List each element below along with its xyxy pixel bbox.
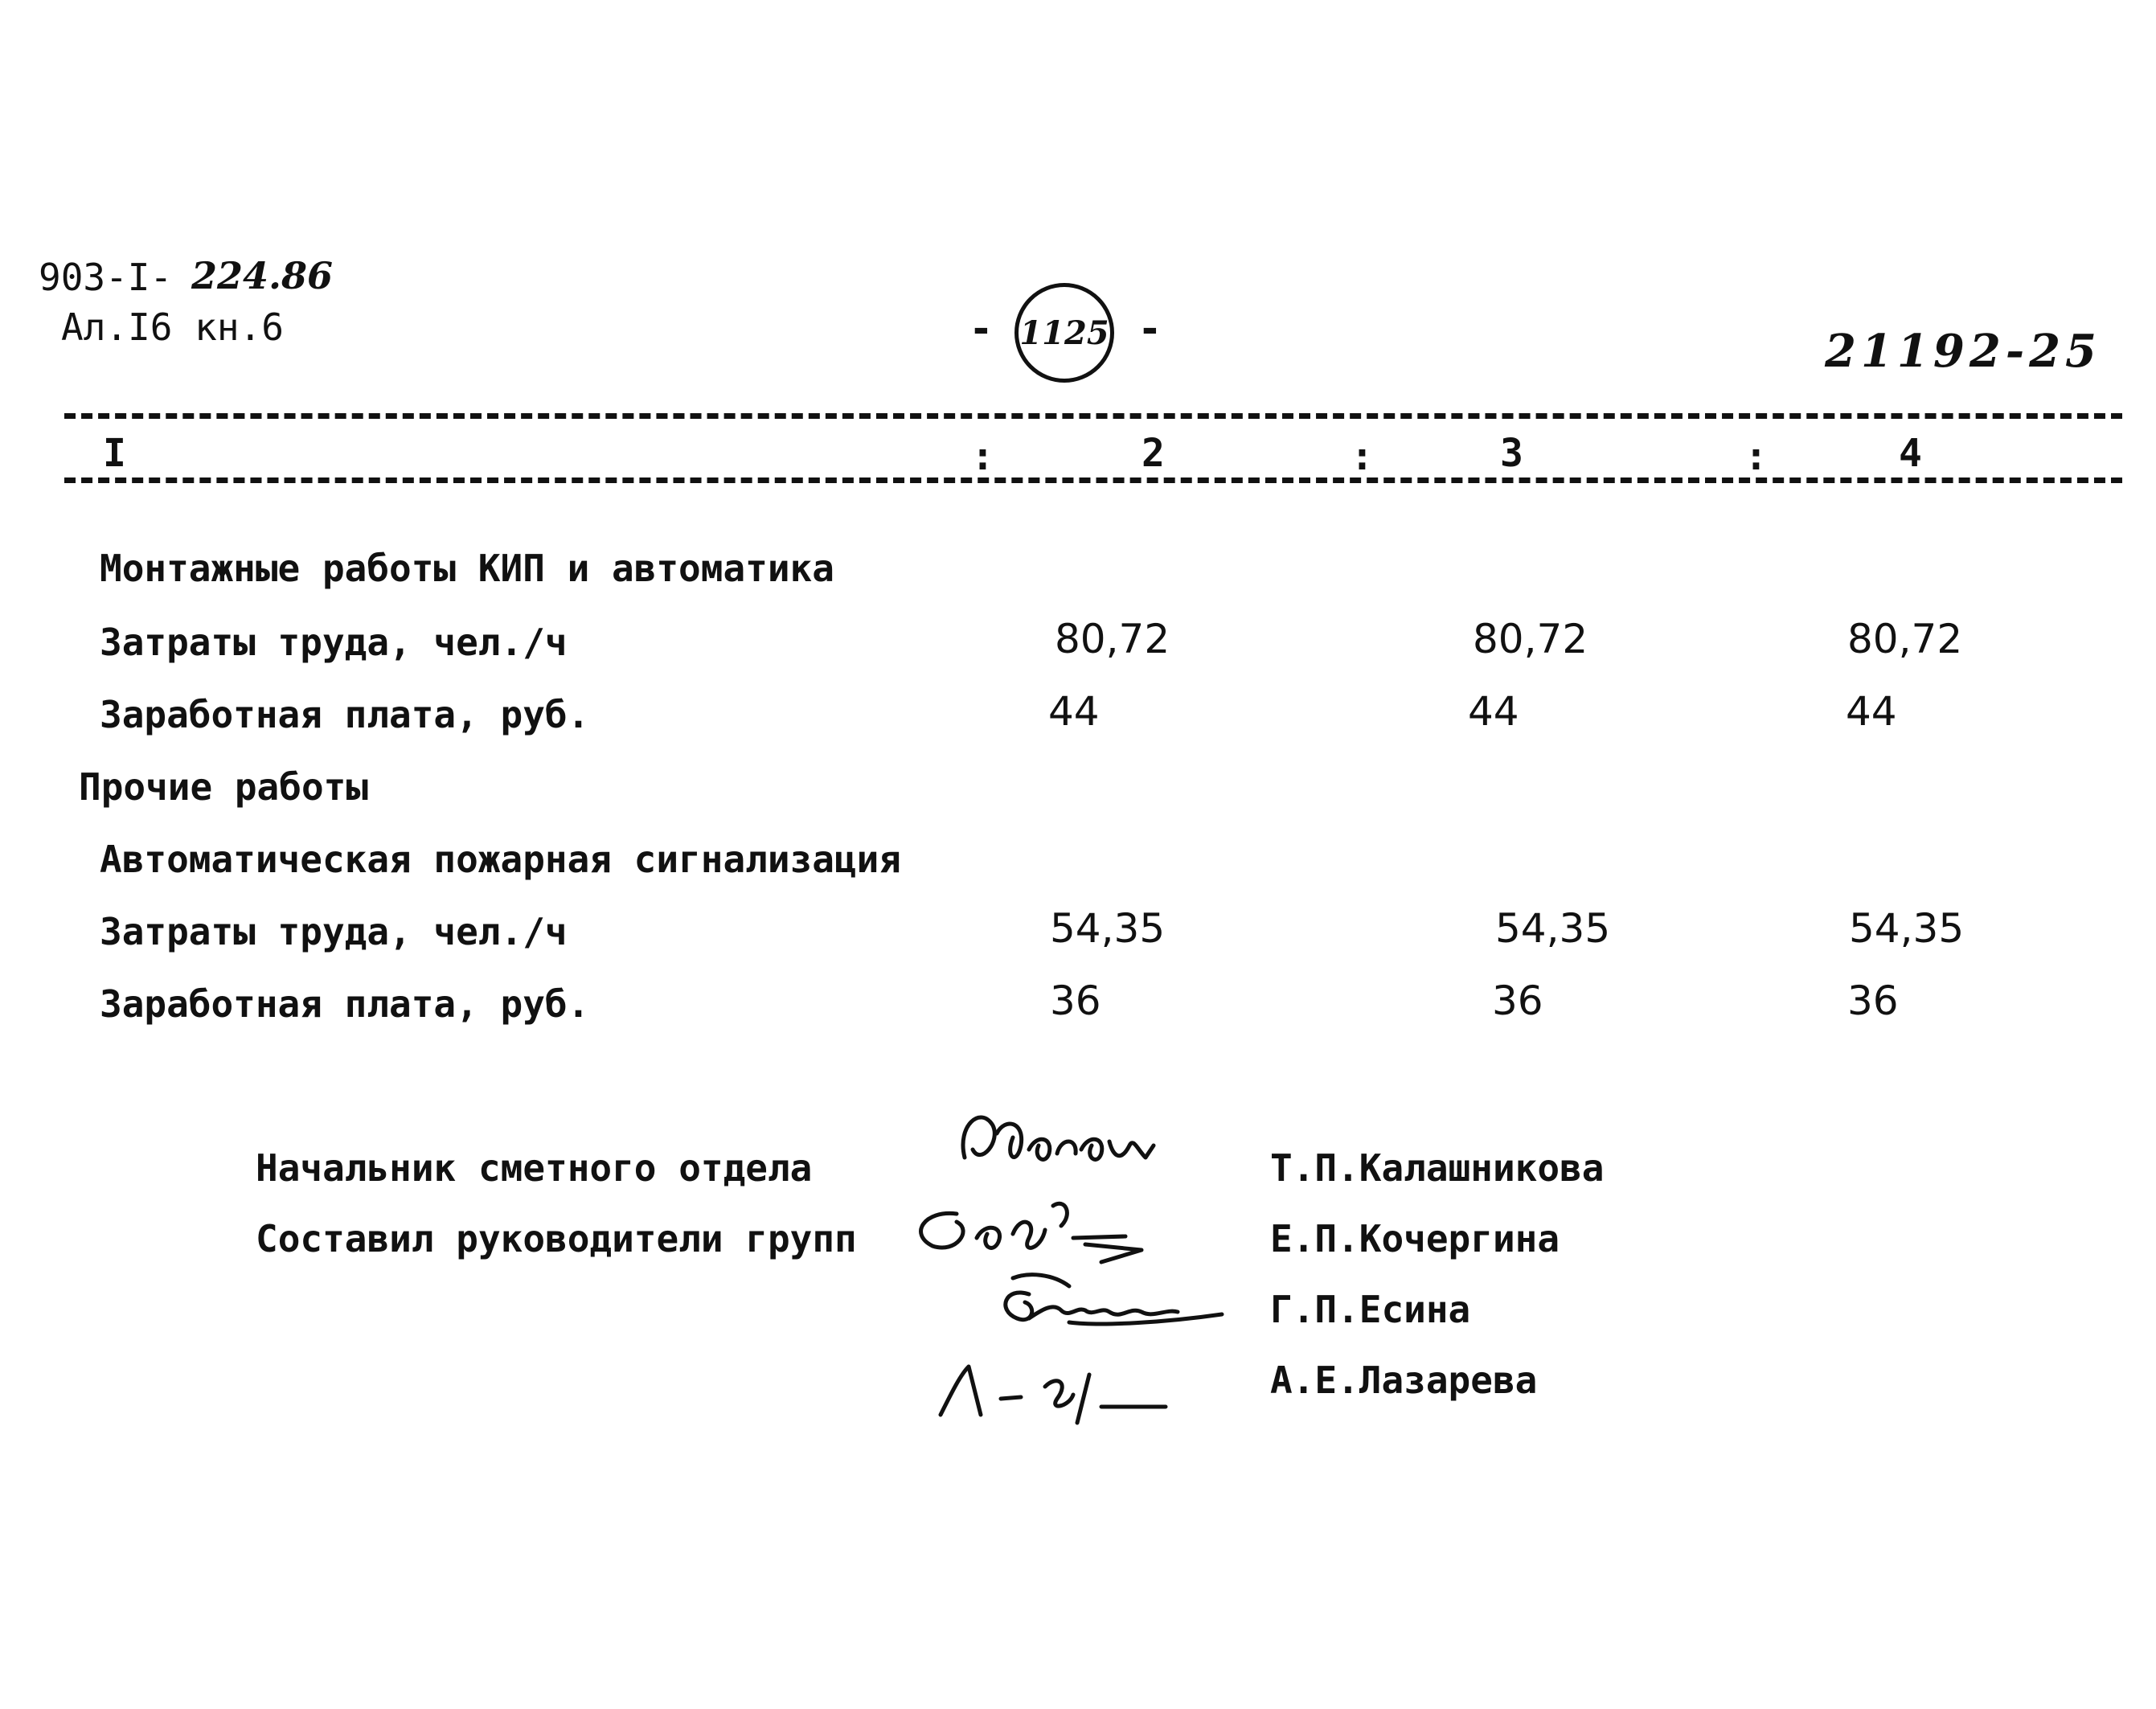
row-value-col4: 80,72 xyxy=(1847,616,1963,662)
row-value-col4: 54,35 xyxy=(1849,905,1965,952)
column-separator: : xyxy=(1351,434,1374,479)
signatory-name: Т.П.Калашникова xyxy=(1270,1146,1605,1190)
doc-code-handwritten: 224.86 xyxy=(191,254,334,297)
table-header-bottom-rule xyxy=(64,477,2122,483)
sheet-number: 21192-25 xyxy=(1825,325,2101,378)
signature-kalashnikova xyxy=(949,1101,1174,1190)
signature-title-compiled: Составил руководители групп xyxy=(256,1217,857,1260)
column-header-4: 4 xyxy=(1899,431,1922,476)
album-book-label: Ал.I6 кн.6 xyxy=(61,305,284,349)
row-value-col2: 36 xyxy=(1050,977,1101,1024)
signatory-name: Г.П.Есина xyxy=(1270,1288,1471,1331)
row-value-col4: 44 xyxy=(1846,688,1897,735)
signatory-name: Е.П.Кочергина xyxy=(1270,1217,1560,1260)
table-header-top-rule xyxy=(64,413,2122,419)
page-number: 1125 xyxy=(1019,314,1109,352)
row-value-col3: 54,35 xyxy=(1495,905,1611,952)
row-value-col3: 44 xyxy=(1468,688,1519,735)
column-separator: : xyxy=(1744,434,1768,479)
page-number-dash-right: - xyxy=(1142,305,1158,352)
section-title: Монтажные работы КИП и автоматика xyxy=(100,547,834,590)
section-subtitle: Автоматическая пожарная сигнализация xyxy=(100,838,901,881)
section-title: Прочие работы xyxy=(79,765,369,809)
signature-esina xyxy=(981,1262,1254,1350)
row-value-col2: 54,35 xyxy=(1050,905,1166,952)
row-value-col3: 80,72 xyxy=(1473,616,1588,662)
doc-code-prefix: 903-I- xyxy=(39,256,173,299)
column-header-2: 2 xyxy=(1142,431,1165,476)
page-number-stamp xyxy=(1014,283,1114,383)
row-value-col4: 36 xyxy=(1847,977,1899,1024)
row-value-col2: 44 xyxy=(1048,688,1100,735)
column-header-1: I xyxy=(103,431,126,476)
column-separator: : xyxy=(971,434,994,479)
page-number-dash-left: - xyxy=(973,305,990,352)
row-label: Заработная плата, руб. xyxy=(100,982,590,1026)
column-header-3: 3 xyxy=(1500,431,1523,476)
signature-title-head: Начальник сметного отдела xyxy=(256,1146,813,1190)
row-value-col2: 80,72 xyxy=(1055,616,1170,662)
row-label: Заработная плата, руб. xyxy=(100,693,590,736)
row-label: Затраты труда, чел./ч xyxy=(100,621,568,664)
signature-lazareva xyxy=(916,1350,1174,1439)
signatory-name: А.Е.Лазарева xyxy=(1270,1359,1538,1402)
row-label: Затраты труда, чел./ч xyxy=(100,910,568,953)
row-value-col3: 36 xyxy=(1492,977,1543,1024)
